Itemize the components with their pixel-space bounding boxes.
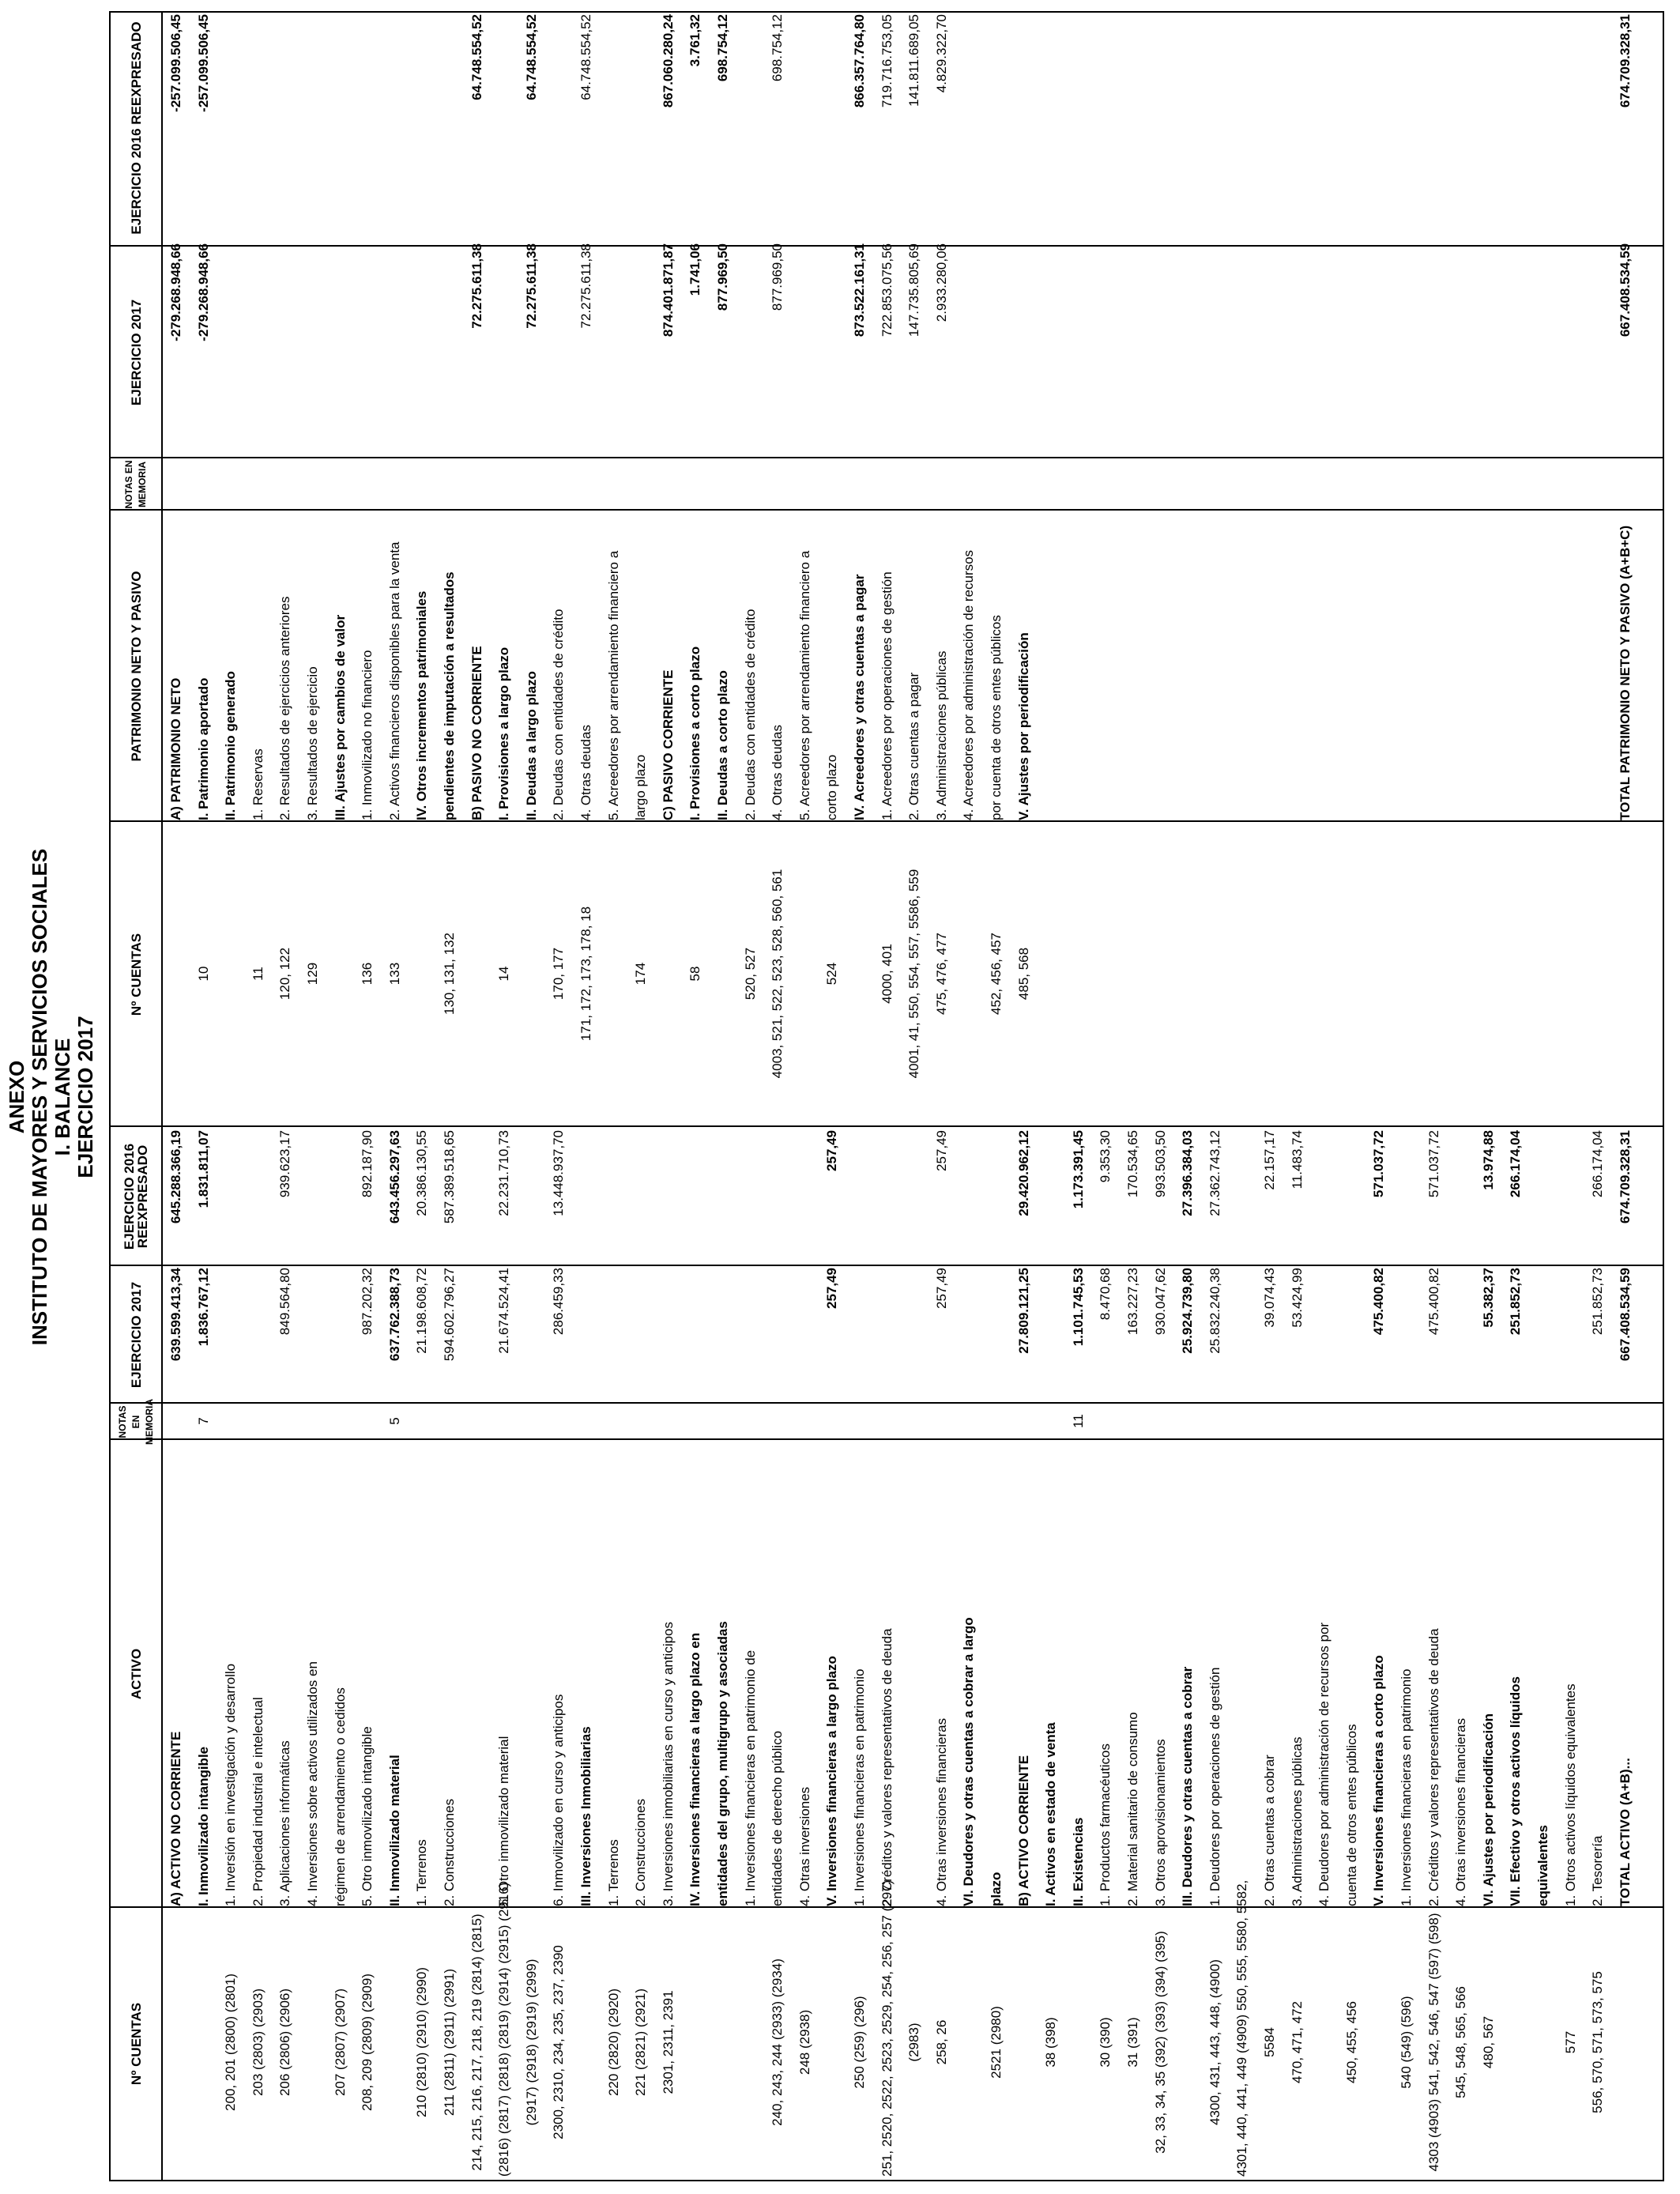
left-v2016: 266.174,04 [1508,1130,1524,1198]
left-cuentas: 207 (2807) (2907) [332,1988,348,2097]
col-header-cuentas: Nº CUENTAS [128,2002,144,2086]
right-cuentas: 171, 172, 173, 178, 18 [578,906,593,1042]
left-v2017: 1.101.745,53 [1070,1268,1086,1347]
right-label: 3. Resultados de ejercicio [305,666,320,820]
right-label: 4. Acreedores por administración de recursos [961,549,977,820]
right-cuentas: 120, 122 [277,947,293,1001]
left-label: 3. Inversiones inmobiliarias en curso y anticipos [660,1621,676,1906]
right-v2017: 72.275.611,38 [523,243,539,329]
left-v2016: 892.187,90 [360,1130,375,1198]
left-cuentas: 251, 2520, 2522, 2523, 2529, 254, 256, 257 (297) [879,1879,895,2177]
left-v2017: 930.047,62 [1152,1268,1168,1336]
left-v2016: 257,49 [933,1130,949,1171]
left-label: III. Deudores y otras cuentas a cobrar [1180,1666,1196,1906]
right-v2017: -279.268.948,66 [168,243,183,341]
left-label: VI. Ajustes por periodificación [1480,1713,1496,1906]
right-cuentas: 133 [386,962,402,986]
right-label: II. Patrimonio generado [223,671,239,820]
col-header-notas: NOTAS EN MEMORIA [116,1399,155,1445]
right-v2016: 141.811.689,05 [906,14,922,107]
left-label: 2. Construcciones [442,1798,457,1906]
left-v2017: 286.459,33 [551,1268,567,1336]
right-cuentas: 136 [360,962,375,986]
left-cuentas: 4303 (4903) 541, 542, 546, 547 (597) (598) [1426,1913,1441,2172]
right-label: IV. Acreedores y otras cuentas a pagar [852,574,867,820]
left-cuentas: 210 (2810) (2910) (2990) [414,1967,430,2117]
left-notas: 11 [1070,1414,1086,1428]
left-label: equivalentes [1535,1825,1550,1906]
left-label: 1. Otros activos líquidos equivalentes [1562,1683,1578,1906]
left-v2017: 257,49 [933,1268,949,1309]
left-label: 2. Tesorería [1590,1835,1606,1906]
right-label: largo plazo [633,754,649,820]
left-label: I. Activos en estado de venta [1043,1722,1059,1906]
left-cuentas: 470, 471, 472 [1289,2001,1305,2083]
left-v2017: 594.602.796,27 [442,1268,457,1362]
left-label: V. Inversiones financieras a largo plazo [824,1656,840,1906]
right-v2017: -279.268.948,66 [195,243,211,341]
left-cuentas: 2301, 2311, 2391 [660,1990,676,2094]
left-label: III. Inversiones Inmobiliarias [578,1726,593,1906]
left-label: TOTAL ACTIVO (A+B)... [1617,1758,1633,1906]
right-label: 5. Acreedores por arrendamiento financiero a [797,550,812,820]
left-cuentas: (2983) [906,2022,922,2062]
left-cuentas: (2816) (2817) (2818) (2819) (2914) (2915) (2916) [496,1882,512,2177]
left-v2017: 251.852,73 [1590,1268,1606,1336]
left-label: V. Inversiones financieras a corto plazo [1371,1655,1387,1906]
right-label: 2. Resultados de ejercicios anteriores [277,596,293,820]
left-label: 4. Inversiones sobre activos utilizados en [305,1661,320,1906]
right-label: C) PASIVO CORRIENTE [660,669,676,820]
left-v2016: 27.362.743,12 [1207,1130,1222,1216]
right-label: corto plazo [824,754,840,820]
right-v2016: 698.754,12 [770,14,785,82]
right-v2017: 877.969,50 [770,243,785,311]
right-cuentas: 11 [250,967,266,981]
right-v2016: 3.761,32 [687,14,703,67]
left-label: entidades de derecho público [770,1730,785,1906]
left-v2016: 27.396.384,03 [1180,1130,1196,1216]
left-v2016: 993.503,50 [1152,1130,1168,1198]
left-v2016: 22.231.710,73 [496,1130,512,1216]
col-header-pasivo: PATRIMONIO NETO Y PASIVO [128,571,144,762]
left-label: II. Inmovilizado material [386,1755,402,1906]
right-v2017: 873.522.161,31 [852,243,867,337]
right-v2017: 877.969,50 [715,243,730,311]
col-header-activo: ACTIVO [128,1648,144,1700]
col-header-notas-right: NOTAS EN MEMORIA [123,460,148,509]
left-cuentas: 450, 455, 456 [1343,2001,1359,2083]
left-cuentas: 248 (2938) [797,2009,812,2075]
header-annex: ANEXO [5,1060,28,1134]
left-label: plazo [989,1872,1004,1906]
balance-table [109,11,1664,2181]
left-v2016: 170.534,65 [1125,1130,1140,1198]
right-v2017: 722.853.075,56 [879,243,895,337]
left-v2017: 251.852,73 [1508,1268,1524,1336]
right-label: I. Patrimonio aportado [195,677,211,820]
left-v2016: 29.420.962,12 [1015,1130,1031,1216]
left-label: entidades del grupo, multigrupo y asociadas [715,1621,730,1906]
left-label: 3. Otros aprovisionamientos [1152,1739,1168,1906]
right-v2017: 72.275.611,38 [469,243,484,329]
left-v2016: 939.623,17 [277,1130,293,1198]
left-label: 5. Otro inmovilizado intangible [360,1726,375,1906]
left-cuentas: 200, 201 (2800) (2801) [223,1973,239,2111]
right-cuentas: 129 [305,962,320,986]
left-label: 6. Inmovilizado en curso y anticipos [551,1694,567,1906]
left-label: 2. Propiedad industrial e intelectual [250,1697,266,1906]
right-label: I. Provisiones a largo plazo [496,647,512,820]
right-v2016: 866.357.764,80 [852,14,867,108]
left-v2016: 643.456.297,63 [386,1130,402,1224]
right-label: por cuenta de otros entes públicos [989,615,1004,820]
right-cuentas: 485, 568 [1015,947,1031,1001]
left-label: 2. Créditos y valores representativos de deuda [1426,1628,1441,1906]
left-cuentas: 556, 570, 571, 573, 575 [1590,1971,1606,2113]
left-label: I. Inmovilizado intangible [195,1746,211,1906]
right-label: II. Deudas a corto plazo [715,670,730,820]
left-cuentas: 203 (2803) (2903) [250,1988,266,2097]
left-label: 2. Créditos y valores representativos de deuda [879,1628,895,1906]
left-v2017: 987.202,32 [360,1268,375,1336]
col-header-cuentas-right: Nº CUENTAS [128,933,144,1016]
left-cuentas: 480, 567 [1480,2015,1496,2069]
col-header-ej2016-right: EJERCICIO 2016 REEXPRESADO [128,21,144,235]
left-v2016: 1.173.391,45 [1070,1130,1086,1209]
right-label: 1. Inmovilizado no financiero [360,650,375,820]
right-label: 1. Reservas [250,748,266,820]
right-label: B) PASIVO NO CORRIENTE [469,646,484,820]
left-v2017: 257,49 [824,1268,840,1309]
left-v2017: 25.832.240,38 [1207,1268,1222,1354]
left-label: 2. Material sanitario de consumo [1125,1712,1140,1906]
right-cuentas: 452, 456, 457 [989,933,1004,1015]
left-label: 1. Productos farmacéuticos [1098,1744,1113,1906]
right-label: 1. Acreedores por operaciones de gestión [879,571,895,820]
left-v2017: 21.198.608,72 [414,1268,430,1354]
right-v2016: 698.754,12 [715,14,730,82]
left-v2016: 13.448.937,70 [551,1130,567,1216]
right-label: II. Deudas a largo plazo [523,671,539,820]
left-cuentas: 206 (2806) (2906) [277,1988,293,2097]
header-year: EJERCICIO 2017 [73,1016,97,1178]
left-cuentas: 2521 (2980) [989,2006,1004,2079]
right-total-v2016: 674.709.328,31 [1617,14,1633,108]
left-cuentas: 250 (259) (296) [852,1996,867,2089]
left-v2016: 674.709.328,31 [1617,1130,1633,1224]
left-v2017: 39.074,43 [1262,1268,1277,1328]
left-cuentas: 545, 548, 565, 566 [1453,1986,1469,2098]
left-v2017: 475.400,82 [1426,1268,1441,1336]
left-v2017: 1.836.767,12 [195,1268,211,1347]
right-label: 3. Administraciones públicas [933,650,949,820]
left-v2016: 13.974,88 [1480,1130,1496,1190]
left-cuentas: 208, 209 (2809) (2909) [360,1973,375,2111]
left-v2017: 639.599.413,34 [168,1268,183,1362]
left-v2017: 21.674.524,41 [496,1268,512,1354]
left-v2017: 27.809.121,25 [1015,1268,1031,1354]
right-v2016: -257.099.506,45 [195,14,211,112]
right-cuentas: 58 [687,966,703,982]
left-label: 5. Otro inmovilizado material [496,1736,512,1906]
right-total-concepto: TOTAL PATRIMONIO NETO Y PASIVO (A+B+C) [1617,525,1633,820]
col-header-ej2017-right: EJERCICIO 2017 [128,299,144,406]
left-v2016: 257,49 [824,1130,840,1171]
left-v2017: 53.424,99 [1289,1268,1305,1328]
right-cuentas: 4001, 41, 550, 554, 557, 5586, 559 [906,869,922,1079]
left-label: 2. Otras cuentas a cobrar [1262,1755,1277,1906]
right-v2016: 64.748.554,52 [469,14,484,100]
header-section: I. BALANCE [51,1038,74,1156]
right-cuentas: 170, 177 [551,947,567,1001]
right-label: I. Provisiones a corto plazo [687,646,703,820]
left-cuentas: 258, 26 [933,2019,949,2065]
right-v2016: 64.748.554,52 [523,14,539,100]
left-label: 1. Inversiones financieras en patrimonio [852,1668,867,1906]
right-label: V. Ajustes por periodificación [1015,632,1031,820]
left-label: 1. Inversiones financieras en patrimonio de [742,1649,758,1906]
left-label: 4. Otras inversiones financieras [1453,1717,1469,1906]
left-v2017: 25.924.739,80 [1180,1268,1196,1354]
left-label: II. Existencias [1070,1817,1086,1906]
left-label: 1. Deudores por operaciones de gestión [1207,1667,1222,1906]
left-label: 2. Construcciones [633,1798,649,1906]
left-label: 1. Inversiones financieras en patrimonio [1399,1668,1414,1906]
left-label: 1. Terrenos [414,1839,430,1906]
right-label: 2. Deudas con entidades de crédito [551,609,567,820]
right-v2016: 64.748.554,52 [578,14,593,100]
left-v2017: 8.470,68 [1098,1268,1113,1321]
right-v2017: 1.741,06 [687,243,703,296]
right-cuentas: 475, 476, 477 [933,933,949,1015]
left-cuentas: 577 [1562,2030,1578,2054]
left-label: 4. Otras inversiones financieras [933,1717,949,1906]
right-label: 4. Otras deudas [578,725,593,820]
left-label: 4. Otras inversiones [797,1786,812,1906]
left-v2016: 20.386.130,55 [414,1130,430,1216]
left-label: cuenta de otros entes públicos [1343,1724,1359,1906]
right-label: IV. Otros incrementos patrimoniales [414,590,430,820]
left-v2016: 266.174,04 [1590,1130,1606,1198]
col-header-ej2017: EJERCICIO 2017 [128,1281,144,1389]
right-label: 5. Acreedores por arrendamiento financiero a [605,550,621,820]
col-header-ej2016: EJERCICIO 2016 REEXPRESADO [122,1143,150,1250]
right-label: 2. Otras cuentas a pagar [906,672,922,820]
left-cuentas: 30 (390) [1098,2017,1113,2068]
left-cuentas: 31 (391) [1125,2017,1140,2068]
left-v2017: 849.564,80 [277,1268,293,1336]
left-cuentas: 540 (549) (596) [1399,1996,1414,2089]
left-cuentas: 211 (2811) (2911) (2991) [442,1968,457,2117]
left-v2017: 667.408.534,59 [1617,1268,1633,1362]
left-cuentas: 38 (398) [1043,2017,1059,2068]
left-label: IV. Inversiones financieras a largo plazo en [687,1632,703,1906]
left-cuentas: 4300, 431, 443, 448, (4900) [1207,1959,1222,2125]
left-v2016: 645.288.366,19 [168,1130,183,1224]
left-v2016: 9.353,30 [1098,1130,1113,1183]
right-label: pendientes de imputación a resultados [442,571,457,820]
left-label: A) ACTIVO NO CORRIENTE [168,1731,183,1906]
left-label: 1. Inversión en investigación y desarrollo [223,1663,239,1906]
right-label: A) PATRIMONIO NETO [168,677,183,820]
left-notas: 7 [195,1417,211,1425]
left-v2017: 637.762.388,73 [386,1268,402,1362]
right-total-v2017: 667.408.534,59 [1617,243,1633,337]
left-cuentas: 221 (2821) (2921) [633,1988,649,2097]
right-v2016: 867.060.280,24 [660,14,676,108]
left-cuentas: (2917) (2918) (2919) (2999) [523,1958,539,2126]
right-label: 4. Otras deudas [770,725,785,820]
right-v2017: 147.735.805,69 [906,243,922,337]
left-cuentas: 4301, 440, 441, 449 (4909) 550, 555, 5580, 5582, [1234,1879,1250,2177]
left-v2016: 571.037,72 [1426,1130,1441,1198]
left-label: 4. Deudores por administración de recursos por [1317,1622,1332,1906]
left-label: 1. Terrenos [605,1839,621,1906]
right-cuentas: 14 [496,966,512,982]
header-institution: INSTITUTO DE MAYORES Y SERVICIOS SOCIALES [28,848,51,1346]
left-v2017: 163.227,23 [1125,1268,1140,1336]
left-v2016: 571.037,72 [1371,1130,1387,1198]
left-cuentas: 214, 215, 216, 217, 218, 219 (2814) (2815) [469,1913,484,2171]
right-v2017: 874.401.871,87 [660,243,676,337]
left-cuentas: 240, 243, 244 (2933) (2934) [770,1958,785,2126]
left-v2016: 22.157,17 [1262,1130,1277,1190]
left-cuentas: 220 (2820) (2920) [605,1988,621,2097]
left-v2016: 1.831.811,07 [195,1130,211,1208]
right-label: 2. Deudas con entidades de crédito [742,609,758,820]
right-v2016: 4.829.322,70 [933,14,949,93]
left-cuentas: 32, 33, 34, 35 (392) (393) (394) (395) [1152,1931,1168,2154]
right-cuentas: 130, 131, 132 [442,933,457,1015]
left-notas: 5 [386,1417,402,1425]
right-cuentas: 524 [824,962,840,986]
left-cuentas: 5584 [1262,2027,1277,2057]
right-cuentas: 4000, 401 [879,944,895,1004]
left-label: VI. Deudores y otras cuentas a cobrar a largo [961,1617,977,1906]
right-cuentas: 520, 527 [742,947,758,1001]
left-label: VII. Efectivo y otros activos líquidos [1508,1676,1524,1906]
right-v2016: -257.099.506,45 [168,14,183,112]
right-cuentas: 10 [195,966,211,982]
left-v2016: 587.389.518,65 [442,1130,457,1224]
left-label: régimen de arrendamiento o cedidos [332,1687,348,1906]
left-label: 3. Administraciones públicas [1289,1736,1305,1906]
left-label: 3. Aplicaciones informáticas [277,1740,293,1906]
right-label: III. Ajustes por cambios de valor [332,614,348,820]
right-cuentas: 4003, 521, 522, 523, 528, 560, 561 [770,869,785,1079]
left-v2017: 475.400,82 [1371,1268,1387,1336]
left-v2016: 11.483,74 [1289,1130,1305,1189]
right-v2016: 719.716.753,05 [879,14,895,108]
left-cuentas: 2300, 2310, 234, 235, 237, 2390 [551,1945,567,2139]
right-cuentas: 174 [633,962,649,986]
right-v2017: 2.933.280,06 [933,243,949,322]
right-v2017: 72.275.611,38 [578,243,593,329]
right-label: 2. Activos financieros disponibles para la venta [386,541,402,820]
left-label: B) ACTIVO CORRIENTE [1015,1755,1031,1906]
left-v2017: 55.382,37 [1480,1268,1496,1328]
